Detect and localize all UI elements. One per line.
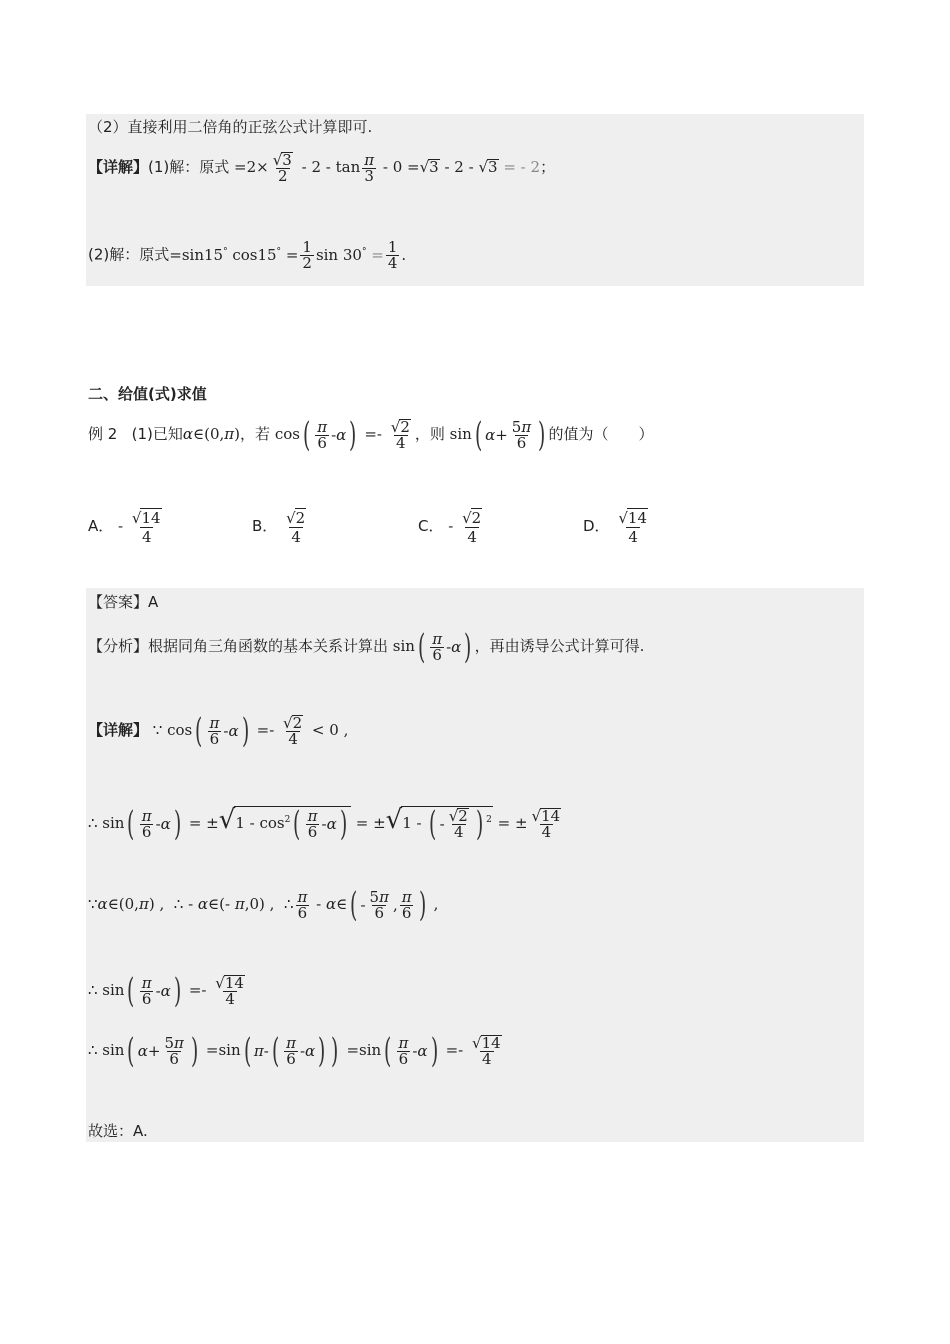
formula-2: =sin15° cos15° = $\frac{1}{2}$ sin 30° = $\frac{1}{4}$ . bbox=[169, 238, 407, 272]
formula-1: =2× $\frac{√3}{2}$ - 2 - tan $\frac{\pi}{3}$ - 0 =√3 - 2 - √3 = - 2； bbox=[234, 150, 556, 185]
detail-step-3 bbox=[88, 885, 439, 925]
given-condition: cos ( $\frac{\pi}{6}$ - α ) =- $\frac{√2}{4}$ bbox=[274, 415, 410, 455]
option-b[interactable] bbox=[252, 508, 310, 546]
analysis-line bbox=[88, 627, 645, 667]
step-1-formula: ∵ cos ( $\frac{\pi}{6}$ - α ) =- $\frac{√2}{4}$ < 0 , bbox=[152, 711, 349, 751]
option-b-value: $\frac{√2}{4}$ bbox=[286, 509, 306, 546]
detail-label-2: 【详解】 bbox=[88, 721, 149, 739]
detail-part-1 bbox=[88, 152, 555, 184]
analysis-suffix: ，再由诱导公式计算可得. bbox=[474, 637, 645, 655]
option-d-value: $\frac{√14}{4}$ bbox=[618, 509, 647, 546]
section-title: 二、给值(式)求值 bbox=[88, 385, 207, 403]
option-a-value: - $\frac{√14}{4}$ bbox=[118, 509, 161, 546]
question-number: (1)已知 bbox=[131, 425, 183, 443]
detail-step-1 bbox=[88, 711, 349, 751]
detail-step-5 bbox=[88, 1031, 506, 1071]
analysis-prefix: 【分析】根据同角三角函数的基本关系计算出 bbox=[88, 637, 389, 655]
conclusion-line: 故选：A. bbox=[88, 1122, 148, 1140]
alpha-range: α∈(0,π) bbox=[182, 425, 241, 443]
option-a[interactable] bbox=[88, 508, 166, 546]
detail-label: 【详解】 bbox=[88, 158, 149, 176]
option-d[interactable] bbox=[583, 508, 652, 546]
detail-step-4 bbox=[88, 971, 249, 1011]
if-word: ，若 bbox=[240, 425, 271, 443]
option-a-label: A． bbox=[88, 517, 114, 535]
detail-part-2 bbox=[88, 240, 406, 271]
hint-text: （2）直接利用二倍角的正弦公式计算即可. bbox=[88, 118, 373, 136]
option-d-label: D． bbox=[583, 517, 610, 535]
option-c[interactable] bbox=[418, 508, 486, 546]
hint-line-2 bbox=[88, 120, 372, 135]
part2-prefix: (2)解：原式 bbox=[88, 245, 170, 264]
example-label: 例 2 bbox=[88, 425, 118, 443]
question-tail: 的值为（ ） bbox=[548, 425, 654, 443]
part1-prefix: (1)解：原式 bbox=[148, 158, 230, 176]
analysis-expr: sin ( $\frac{\pi}{6}$ - α ) bbox=[392, 627, 472, 667]
answer-line: 【答案】A bbox=[88, 593, 159, 611]
step-2-formula: ∴ sin ( $\frac{\pi}{6}$ - α ) = $\pm√1 - \cos^2$ ( $\frac{\pi}{6}$ - α ) = ±√1 - ( - $\frac{√2}{4}$ ) $^2$ = ± $\frac{√14}{4}$ bbox=[88, 804, 561, 844]
step-5-formula: ∴ sin ( α + $\frac{5\pi}{6}$ ) =sin ( π - ( $\frac{\pi}{6}$ - α ) ) =sin ( $\frac{\pi}{6}$ - α ) =- $\frac{√14}{4}$ bbox=[88, 1031, 501, 1071]
target-expression: sin ( α + $\frac{5\pi}{6}$ ) bbox=[449, 415, 546, 455]
option-c-value: - $\frac{√2}{4}$ bbox=[448, 509, 482, 546]
step-3-formula: ∵α∈(0,π) , ∴ - α∈(- π,0) , ∴ $\frac{\pi}{6}$ - α∈ ( - $\frac{5\pi}{6}$ , $\frac{\pi}{6}$ ) , bbox=[88, 885, 439, 925]
detail-step-2 bbox=[88, 804, 565, 844]
step-4-formula: ∴ sin ( $\frac{\pi}{6}$ - α ) =- $\frac{√14}{4}$ bbox=[88, 971, 244, 1011]
then-word: ，则 bbox=[414, 425, 445, 443]
example-2-question bbox=[88, 415, 654, 455]
option-b-label: B． bbox=[252, 517, 278, 535]
option-c-label: C． bbox=[418, 517, 444, 535]
